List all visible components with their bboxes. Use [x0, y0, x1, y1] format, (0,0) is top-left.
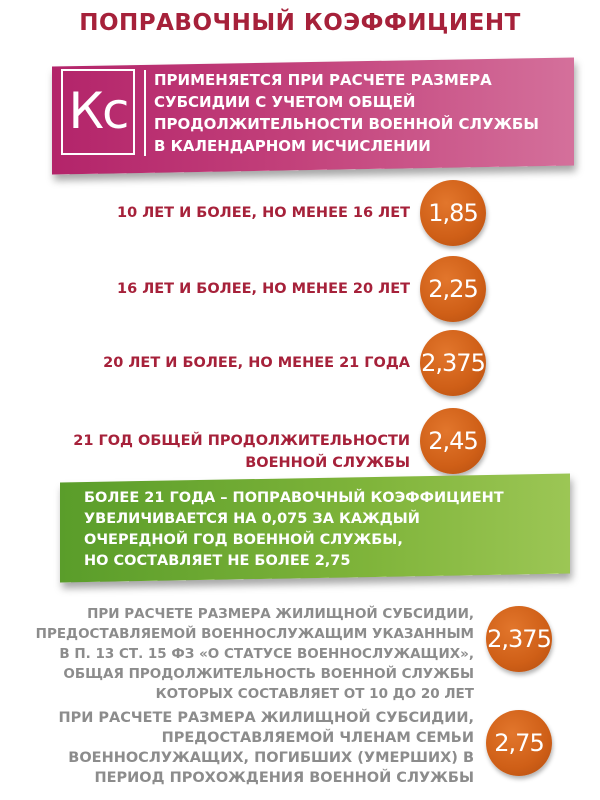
row-label-4	[73, 430, 410, 474]
note-line: КОТОРЫХ СОСТАВЛЯЕТ ОТ 10 ДО 20 ЛЕТ	[155, 686, 474, 702]
note-line: ПРЕДОСТАВЛЯЕМОЙ ЧЛЕНАМ СЕМЬИ	[161, 730, 474, 746]
banner-line: ПРОДОЛЖИТЕЛЬНОСТИ ВОЕННОЙ СЛУЖБЫ	[154, 115, 539, 133]
row-label-3	[103, 352, 410, 374]
value-circle-4: 2,45	[420, 408, 486, 474]
banner-description	[154, 69, 574, 157]
note-line: ВОЕННОСЛУЖАЩИХ, ПОГИБШИХ (УМЕРШИХ) В	[68, 750, 474, 766]
increment-line: ОЧЕРЕДНОЙ ГОД ВОЕННОЙ СЛУЖБЫ,	[84, 532, 403, 548]
increment-line: УВЕЛИЧИВАЕТСЯ НА 0,075 ЗА КАЖДЫЙ	[84, 511, 420, 527]
value-circle-3: 2,375	[420, 330, 486, 396]
note-line: ПРЕДОСТАВЛЯЕМОЙ ВОЕННОСЛУЖАЩИМ УКАЗАННЫМ	[35, 626, 474, 642]
banner-line: СУБСИДИИ С УЧЕТОМ ОБЩЕЙ	[154, 93, 416, 111]
increment-line: БОЛЕЕ 21 ГОДА – ПОПРАВОЧНЫЙ КОЭФФИЦИЕНТ	[84, 490, 504, 506]
increment-line: НО СОСТАВЛЯЕТ НЕ БОЛЕЕ 2,75	[84, 553, 351, 569]
value-circle-1: 1,85	[420, 180, 486, 246]
row-label-2	[117, 278, 410, 300]
note-value-circle-2: 2,75	[486, 710, 552, 776]
kc-symbol: Кс	[61, 69, 135, 155]
note-1	[36, 604, 474, 704]
note-2	[58, 708, 474, 788]
row-label-1	[117, 202, 410, 224]
banner-line: ПРИМЕНЯЕТСЯ ПРИ РАСЧЕТЕ РАЗМЕРА	[154, 71, 492, 89]
row-label-line: ВОЕННОЙ СЛУЖБЫ	[245, 455, 410, 471]
row-label-line: 20 ЛЕТ И БОЛЕЕ, НО МЕНЕЕ 21 ГОДА	[103, 355, 410, 371]
value-circle-2: 2,25	[420, 256, 486, 322]
increment-description	[84, 488, 564, 572]
note-line: ОБЩАЯ ПРОДОЛЖИТЕЛЬНОСТЬ ВОЕННОЙ СЛУЖБЫ	[63, 666, 474, 682]
banner-divider	[144, 70, 146, 156]
row-label-line: 21 ГОД ОБЩЕЙ ПРОДОЛЖИТЕЛЬНОСТИ	[73, 433, 410, 449]
note-line: ПЕРИОД ПРОХОЖДЕНИЯ ВОЕННОЙ СЛУЖБЫ	[94, 770, 474, 786]
note-value-circle-1: 2,375	[486, 606, 552, 672]
note-line: ПРИ РАСЧЕТЕ РАЗМЕРА ЖИЛИЩНОЙ СУБСИДИИ,	[87, 606, 474, 622]
row-label-line: 16 ЛЕТ И БОЛЕЕ, НО МЕНЕЕ 20 ЛЕТ	[117, 281, 410, 297]
page-title: ПОПРАВОЧНЫЙ КОЭФФИЦИЕНТ	[79, 10, 521, 36]
note-line: В П. 13 СТ. 15 ФЗ «О СТАТУСЕ ВОЕННОСЛУЖАЩИХ»,	[59, 646, 474, 662]
note-line: ПРИ РАСЧЕТЕ РАЗМЕРА ЖИЛИЩНОЙ СУБСИДИИ,	[58, 710, 474, 726]
row-label-line: 10 ЛЕТ И БОЛЕЕ, НО МЕНЕЕ 16 ЛЕТ	[117, 205, 410, 221]
banner-line: В КАЛЕНДАРНОМ ИСЧИСЛЕНИИ	[154, 137, 431, 155]
